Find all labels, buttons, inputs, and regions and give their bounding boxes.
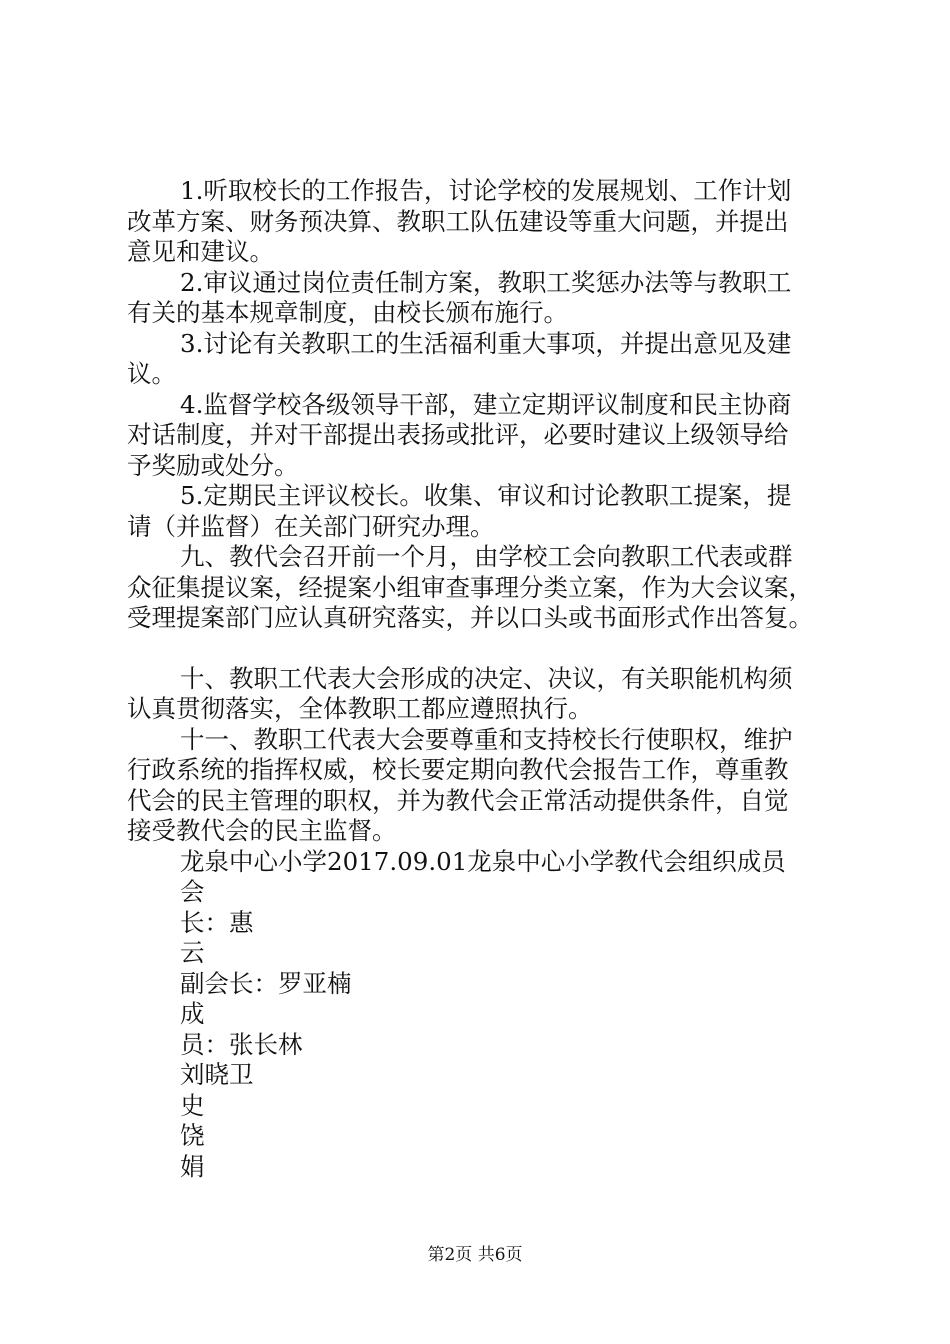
text-line: 改革方案、财务预决算、教职工队伍建设等重大问题，并提出 <box>127 206 789 236</box>
text-line: 接受教代会的民主监督。 <box>127 816 397 845</box>
paragraph-item-1 <box>127 176 867 268</box>
paragraph-item-4 <box>127 390 867 482</box>
text-line: 众征集提议案，经提案小组审查事理分类立案，作为大会议案， <box>127 572 813 602</box>
member-line: 史 <box>180 1090 205 1120</box>
text-line: 2.审议通过岗位责任制方案，教职工奖惩办法等与教职工 <box>180 267 792 297</box>
paragraph-item-2 <box>127 268 867 329</box>
text-line: 认真贯彻落实，全体教职工都应遵照执行。 <box>127 694 593 723</box>
text-line: 行政系统的指挥权威，校长要定期向教代会报告工作，尊重教 <box>127 755 789 784</box>
paragraph-item-3 <box>127 329 867 390</box>
member-line: 娟 <box>180 1151 205 1181</box>
text-line: 十、教职工代表大会形成的决定、决议，有关职能机构须 <box>180 663 793 693</box>
text-line: 意见和建议。 <box>127 237 274 266</box>
member-line: 副会长：罗亚楠 <box>180 968 352 998</box>
member-line: 饶 <box>180 1121 205 1150</box>
paragraph-spacer <box>127 634 867 664</box>
text-line: 予奖励或处分。 <box>127 450 299 480</box>
text-line: 代会的民主管理的职权，并为教代会正常活动提供条件，自觉 <box>127 785 789 815</box>
text-line: 4.监督学校各级领导干部，建立定期评议制度和民主协商 <box>180 389 792 419</box>
document-body <box>127 176 867 1182</box>
member-line: 成 <box>180 999 205 1028</box>
signature-and-members <box>127 847 867 1183</box>
text-line: 3.讨论有关教职工的生活福利重大事项，并提出意见及建 <box>180 328 792 358</box>
text-line: 5.定期民主评议校长。收集、审议和讨论教职工提案，提 <box>180 481 792 510</box>
paragraph-article-11 <box>127 725 867 847</box>
page-footer <box>0 1245 950 1265</box>
paragraph-article-9 <box>127 542 867 634</box>
page-number: 第2页 共6页 <box>427 1245 523 1265</box>
text-line: 有关的基本规章制度，由校长颁布施行。 <box>127 298 568 327</box>
paragraph-item-5 <box>127 481 867 542</box>
text-line: 九、教代会召开前一个月，由学校工会向教职工代表或群 <box>180 542 793 571</box>
text-line: 请（并监督）在关部门研究办理。 <box>127 511 495 541</box>
member-line: 会 <box>180 877 205 906</box>
member-line: 云 <box>180 938 205 967</box>
paragraph-article-10 <box>127 664 867 725</box>
text-line: 十一、教职工代表大会要尊重和支持校长行使职权，维护 <box>180 724 793 754</box>
member-line: 刘晓卫 <box>180 1060 254 1089</box>
text-line: 受理提案部门应认真研究落实，并以口头或书面形式作出答复。 <box>127 603 813 632</box>
text-line: 对话制度，并对干部提出表扬或批评，必要时建议上级领导给 <box>127 420 789 449</box>
member-line: 长：惠 <box>180 907 254 937</box>
text-line: 议。 <box>127 359 176 388</box>
text-line: 1.听取校长的工作报告，讨论学校的发展规划、工作计划 <box>180 176 792 205</box>
member-line: 员：张长林 <box>180 1029 303 1059</box>
signature-line: 龙泉中心小学2017.09.01龙泉中心小学教代会组织成员 <box>180 846 786 876</box>
